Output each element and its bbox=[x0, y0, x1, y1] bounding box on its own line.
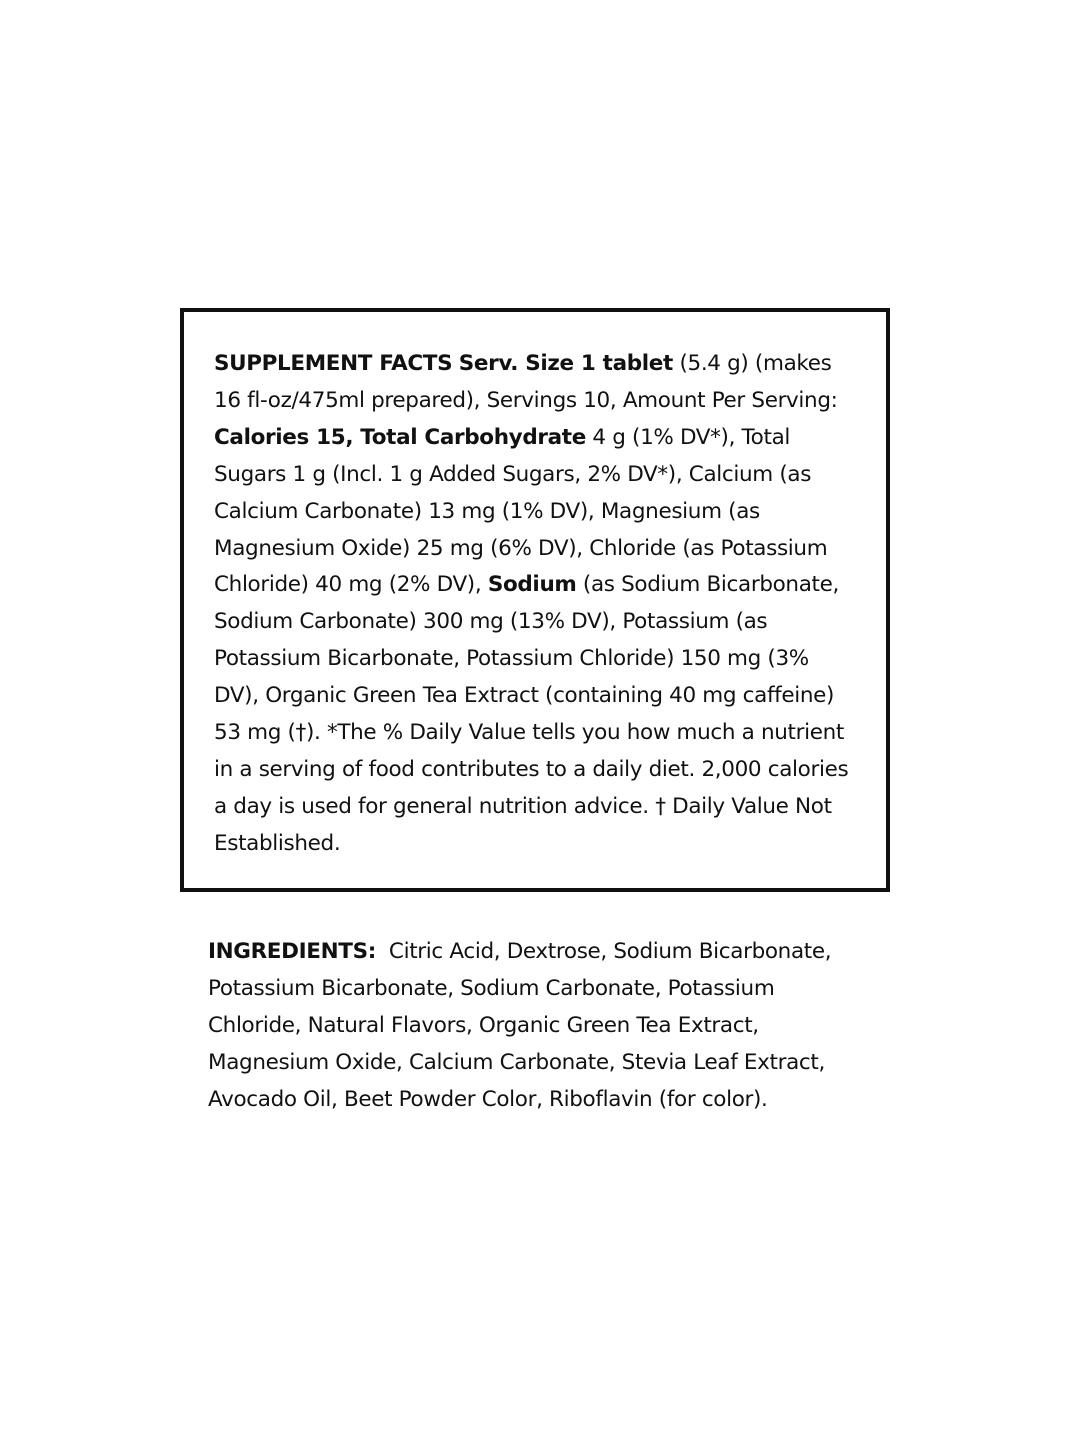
serving-size-label: Serv. Size 1 tablet bbox=[458, 351, 673, 376]
supplement-facts-title: SUPPLEMENT FACTS bbox=[214, 351, 453, 376]
ingredients-section bbox=[208, 934, 868, 1119]
calories-carbohydrate-label: Calories 15, Total Carbohydrate bbox=[214, 424, 586, 450]
facts-text-part-3: (as Sodium Bicarbonate, Sodium Carbonate) 300 mg (13% DV), Potassium (as Potassium Bicarbonate, Potassium Chloride) 150 mg (3% DV), Organic Green Tea Extract (containing 40 mg caffeine) 53 mg (†). *The % Daily Value tells you how much a nutrient in a serving of food contributes to a daily diet. 2,000 calories a day is used for general nutrition advice. † Daily Value Not Established. bbox=[214, 572, 849, 856]
supplement-facts-box bbox=[180, 308, 890, 892]
ingredients-list: Citric Acid, Dextrose, Sodium Bicarbonate, Potassium Bicarbonate, Sodium Carbonate, Potassium Chloride, Natural Flavors, Organic Green Tea Extract, Magnesium Oxide, Calcium Carbonate, Stevia Leaf Extract, Avocado Oil, Beet Powder Color, Riboflavin (for color). bbox=[208, 939, 838, 1112]
sodium-label: Sodium bbox=[487, 572, 577, 598]
ingredients-label: INGREDIENTS: bbox=[208, 939, 376, 964]
facts-text-part-2: 4 g (1% DV*), Total Sugars 1 g (Incl. 1 g Added Sugars, 2% DV*), Calcium (as Calcium Carbonate) 13 mg (1% DV), Magnesium (as Magnesium Oxide) 25 mg (6% DV), Chloride (as Potassium Chloride) 40 mg (2% DV), bbox=[214, 424, 828, 598]
supplement-facts-text bbox=[214, 346, 858, 863]
facts-text-part-1: (5.4 g) (makes 16 fl-oz/475ml prepared), Servings 10, Amount Per Serving: bbox=[214, 351, 838, 413]
